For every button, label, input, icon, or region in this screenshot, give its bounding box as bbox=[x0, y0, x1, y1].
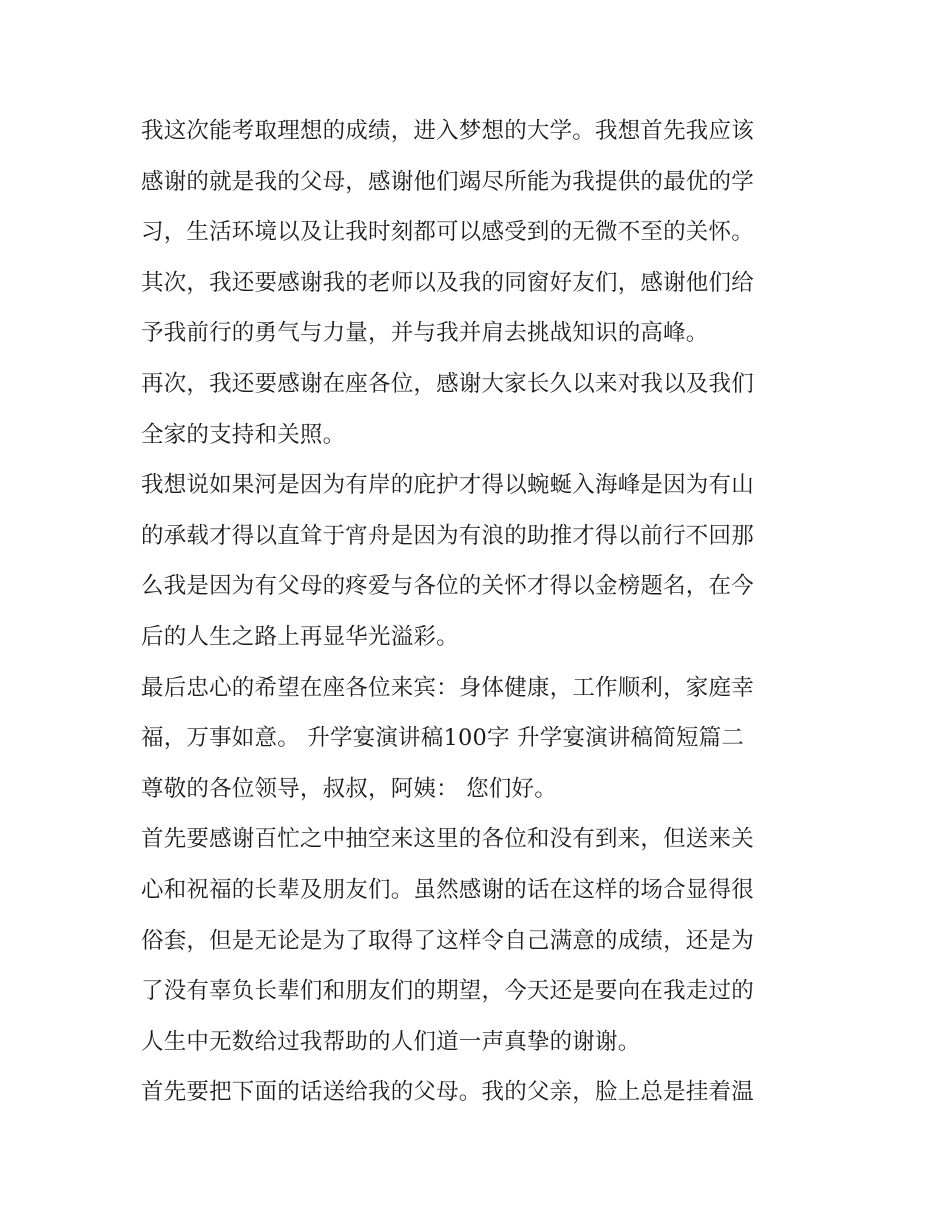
text-line-11: 后的人生之路上再显华光溢彩。 bbox=[141, 623, 459, 650]
text-line-3: 习，生活环境以及让我时刻都可以感受到的无微不至的关怀。 bbox=[141, 219, 754, 246]
text-line-4: 其次，我还要感谢我的老师以及我的同窗好友们，感谢他们给 bbox=[141, 269, 754, 296]
text-line-2: 感谢的就是我的父母，感谢他们竭尽所能为我提供的最优的学 bbox=[141, 168, 754, 195]
text-line-14: 尊敬的各位领导，叔叔，阿姨： 您们好。 bbox=[141, 775, 557, 802]
text-line-16: 心和祝福的长辈及朋友们。虽然感谢的话在这样的场合显得很 bbox=[141, 876, 754, 903]
text-line-8: 我想说如果河是因为有岸的庇护才得以蜿蜒入海峰是因为有山 bbox=[141, 472, 754, 499]
text-line-5: 予我前行的勇气与力量，并与我并肩去挑战知识的高峰。 bbox=[141, 320, 709, 347]
text-line-13: 福，万事如意。 升学宴演讲稿100字 升学宴演讲稿简短篇二 bbox=[141, 725, 745, 752]
text-line-7: 全家的支持和关照。 bbox=[141, 421, 346, 448]
text-line-19: 人生中无数给过我帮助的人们道一声真挚的谢谢。 bbox=[141, 1028, 641, 1055]
text-line-9: 的承载才得以直耸于宵舟是因为有浪的助推才得以前行不回那 bbox=[141, 522, 754, 549]
text-line-6: 再次，我还要感谢在座各位，感谢大家长久以来对我以及我们 bbox=[141, 370, 754, 397]
text-line-12: 最后忠心的希望在座各位来宾：身体健康，工作顺利，家庭幸 bbox=[141, 674, 754, 701]
text-line-20: 首先要把下面的话送给我的父母。我的父亲，脸上总是挂着温 bbox=[141, 1079, 754, 1106]
text-line-17: 俗套，但是无论是为了取得了这样令自己满意的成绩，还是为 bbox=[141, 927, 754, 954]
text-line-15: 首先要感谢百忙之中抽空来这里的各位和没有到来，但送来关 bbox=[141, 826, 754, 853]
body-text bbox=[141, 106, 821, 1118]
text-line-1: 我这次能考取理想的成绩，进入梦想的大学。我想首先我应该 bbox=[141, 118, 754, 144]
text-line-10: 么我是因为有父母的疼爱与各位的关怀才得以金榜题名，在今 bbox=[141, 573, 754, 600]
text-line-18: 了没有辜负长辈们和朋友们的期望，今天还是要向在我走过的 bbox=[141, 978, 754, 1005]
